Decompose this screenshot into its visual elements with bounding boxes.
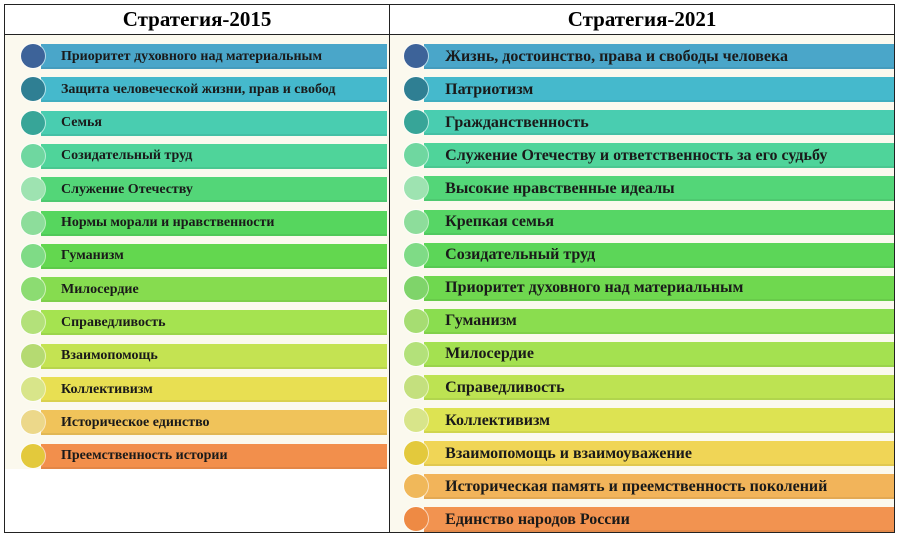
item-label: Нормы морали и нравственности	[61, 215, 275, 230]
list-item	[19, 40, 387, 73]
bullet-dot-icon	[21, 444, 45, 468]
list-item	[19, 107, 387, 140]
list-item	[402, 272, 894, 305]
item-label: Высокие нравственные идеалы	[445, 179, 675, 197]
item-label: Коллективизм	[61, 381, 153, 397]
bullet-dot-icon	[21, 144, 45, 168]
item-label: Справедливость	[445, 378, 565, 396]
list-item	[402, 305, 894, 338]
item-label: Историческое единство	[61, 414, 210, 430]
list-item	[402, 172, 894, 205]
list-item	[19, 240, 387, 273]
list-item	[402, 404, 894, 437]
list-item	[19, 306, 387, 339]
item-label: Гуманизм	[61, 248, 124, 264]
list-item	[19, 73, 387, 106]
list-item	[19, 440, 387, 473]
bullet-dot-icon	[21, 344, 45, 368]
column-title: Стратегия-2015	[5, 5, 389, 35]
item-label: Приоритет духовного над материальным	[445, 279, 744, 297]
item-label: Милосердие	[61, 281, 139, 297]
item-label: Справедливость	[61, 314, 166, 330]
bullet-dot-icon	[404, 276, 428, 300]
list-item	[19, 373, 387, 406]
list-item	[402, 470, 894, 503]
list-item	[19, 340, 387, 373]
item-label: Единство народов России	[445, 510, 630, 528]
bullet-dot-icon	[21, 44, 45, 68]
values-list	[390, 35, 894, 532]
column-2021	[390, 5, 894, 532]
list-item	[402, 206, 894, 239]
comparison-table	[4, 4, 895, 533]
list-item	[402, 40, 894, 73]
item-label: Гражданственность	[445, 113, 589, 131]
item-label: Патриотизм	[445, 80, 534, 98]
column-title: Стратегия-2021	[390, 5, 894, 35]
list-item	[19, 406, 387, 439]
list-item	[402, 139, 894, 172]
list-item	[19, 140, 387, 173]
item-label: Созидательный труд	[61, 148, 193, 164]
list-item	[402, 338, 894, 371]
bullet-dot-icon	[404, 210, 428, 234]
item-label: Жизнь, достоинство, права и свободы человека	[445, 47, 789, 65]
item-label: Служение Отечеству	[61, 181, 193, 197]
item-label: Милосердие	[445, 345, 534, 363]
bullet-dot-icon	[21, 377, 45, 401]
item-label: Крепкая семья	[445, 213, 555, 230]
list-item	[402, 437, 894, 470]
item-label: Взаимопомощь	[61, 348, 158, 364]
bullet-dot-icon	[404, 44, 428, 68]
bullet-dot-icon	[21, 111, 45, 135]
item-label: Гуманизм	[445, 312, 517, 330]
column-2015	[5, 5, 390, 532]
item-label: Семья	[61, 115, 103, 131]
bullet-dot-icon	[21, 277, 45, 301]
item-label: Служение Отечеству и ответственность за его судьбу	[445, 146, 828, 164]
item-label: Историческая память и преемственность поколений	[445, 477, 828, 495]
list-item	[19, 273, 387, 306]
values-list	[5, 35, 389, 469]
bullet-dot-icon	[404, 243, 428, 267]
list-item	[402, 239, 894, 272]
item-label: Преемственность истории	[61, 448, 228, 464]
list-item	[19, 207, 387, 240]
list-item	[402, 371, 894, 404]
list-item	[402, 503, 894, 536]
bullet-dot-icon	[404, 309, 428, 333]
bullet-dot-icon	[21, 211, 45, 235]
bullet-dot-icon	[21, 244, 45, 268]
list-item	[402, 106, 894, 139]
item-label: Приоритет духовного над материальным	[61, 48, 322, 64]
bullet-dot-icon	[21, 177, 45, 201]
item-label: Взаимопомощь и взаимоуважение	[445, 444, 692, 462]
list-item	[19, 173, 387, 206]
item-label: Созидательный труд	[445, 246, 596, 264]
bullet-dot-icon	[404, 375, 428, 399]
list-item	[402, 73, 894, 106]
item-label: Защита человеческой жизни, прав и свобод	[61, 81, 336, 97]
bullet-dot-icon	[404, 342, 428, 366]
item-label: Коллективизм	[445, 411, 551, 429]
